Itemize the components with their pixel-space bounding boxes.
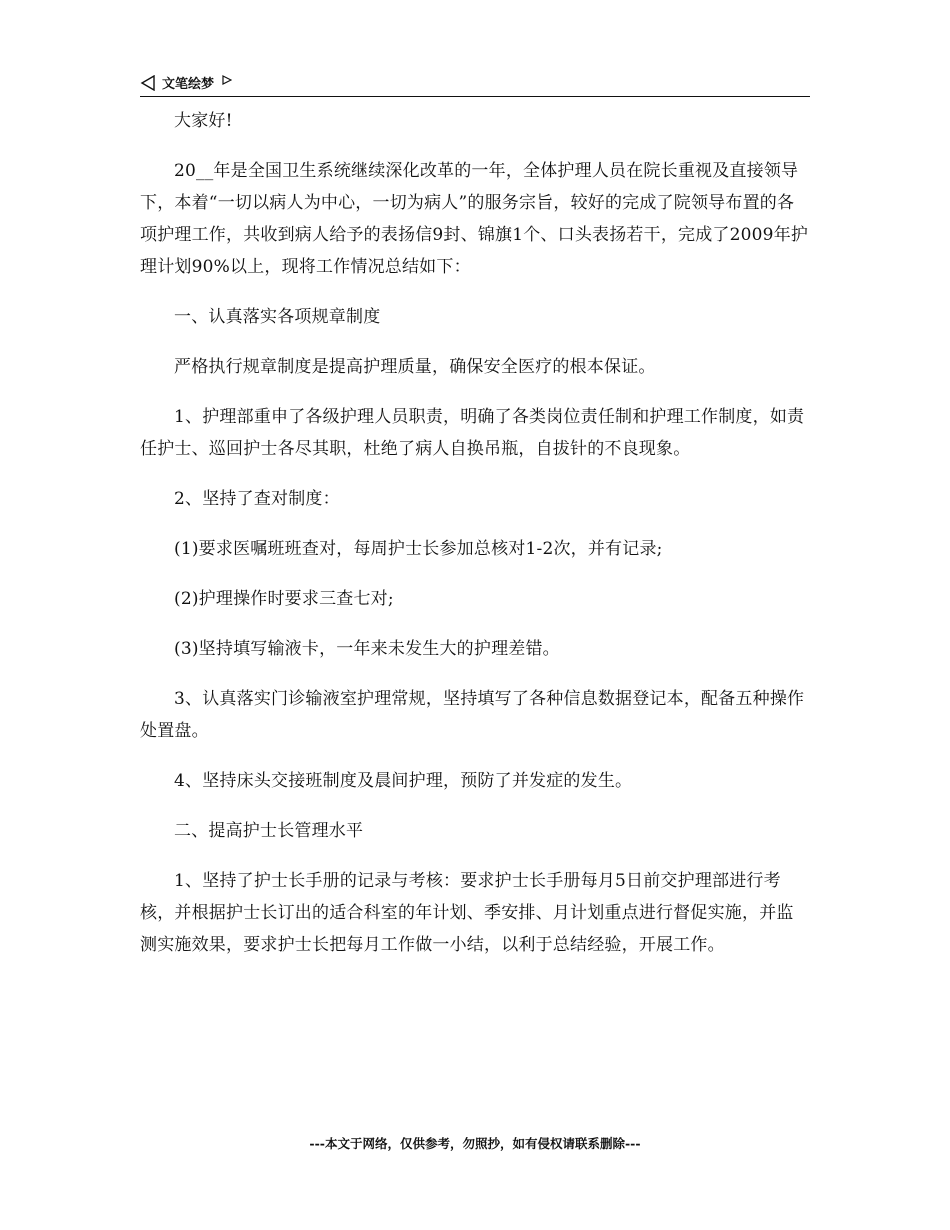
sub-list-item: (2)护理操作时要求三查七对; <box>174 589 394 609</box>
sub-list-item: (1)要求医嘱班班查对，每周护士长参加总核对1-2次，并有记录; <box>174 539 663 559</box>
list-item: 4、坚持床头交接班制度及晨间护理，预防了并发症的发生。 <box>174 771 633 791</box>
paragraph: 严格执行规章制度是提高护理质量，确保安全医疗的根本保证。 <box>174 357 656 377</box>
greeting: 大家好! <box>174 111 233 131</box>
header-brand <box>140 73 232 92</box>
section-heading-2: 二、提高护士长管理水平 <box>174 821 364 841</box>
document-body <box>140 105 810 979</box>
page-footer: ---本文于网络，仅供参考，勿照抄，如有侵权请联系删除--- <box>309 1136 641 1151</box>
header-title: 文笔绘梦 <box>162 77 215 92</box>
section-heading-1: 一、认真落实各项规章制度 <box>174 307 381 327</box>
triangle-right-icon <box>222 75 232 85</box>
list-item: 1、护理部重申了各级护理人员职责，明确了各类岗位责任制和护理工作制度，如责任护士、巡回护士各尽其职，杜绝了病人自换吊瓶，自拔针的不良现象。 <box>140 407 805 459</box>
page-header <box>140 70 810 97</box>
list-item: 3、认真落实门诊输液室护理常规，坚持填写了各种信息数据登记本，配备五种操作处置盘。 <box>140 689 805 741</box>
list-item: 1、坚持了护士长手册的记录与考核：要求护士长手册每月5日前交护理部进行考核，并根据护士长订出的适合科室的年计划、季安排、月计划重点进行督促实施，并监测实施效果，要求护士长把每月工作做一小结，以利于总结经验，开展工作。 <box>140 871 794 955</box>
list-item: 2、坚持了查对制度： <box>174 489 340 509</box>
triangle-left-icon <box>140 75 156 91</box>
intro-paragraph: 20__年是全国卫生系统继续深化改革的一年，全体护理人员在院长重视及直接领导下，本着“一切以病人为中心，一切为病人”的服务宗旨，较好的完成了院领导布置的各项护理工作，共收到病人给予的表扬信9封、锦旗1个、口头表扬若干，完成了2009年护理计划90%以上，现将工作情况总结如下： <box>140 161 809 277</box>
sub-list-item: (3)坚持填写输液卡，一年来未发生大的护理差错。 <box>174 639 560 659</box>
